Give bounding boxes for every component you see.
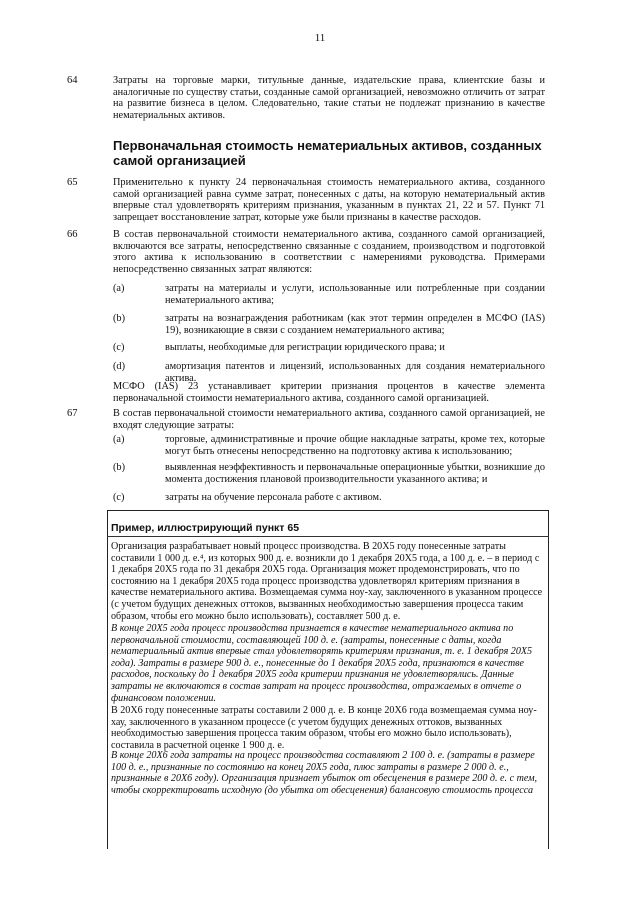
list-item: торговые, административные и прочие общие накладные затраты, кроме тех, которые могут быть отнесены непосредственно на подготовку актива к использованию; [165,434,545,457]
list-label: (c) [113,342,125,353]
list-label: (b) [113,313,126,324]
paragraph-67: В состав первоначальной стоимости нематериального актива, созданного самой организацией, не входят следующие затраты: [113,408,545,431]
list-item: выплаты, необходимые для регистрации юридического права; и [165,342,445,353]
example-text-italic: В конце 20X5 года процесс производства признается в качестве нематериального актива по первоначальной стоимости, составляющей 100 д. е. (затраты, понесенные с даты, когда нематериальный актив впервые стал удовлетворять критериям признания, т. е. 1 декабря 20X5 года). Затраты в размере 900 д. е., понесенные до 1 декабря 20X5 года, признаются в качестве расходов, поскольку до 1 декабря 20X5 года критерии признания не удовлетворялись. Данные затраты не включаются в состав затрат на процесс производства, отражаемых в отчете о финансовом положении. [111,623,533,704]
list-label: (b) [113,462,126,473]
example-text-italic: В конце 20X6 года затраты на процесс производства составляют 2 100 д. е. (затраты в размере 100 д. е., признанные по состоянию на конец 20X5 года, плюс затраты в размере 2 000 д. е., признанные в 20X6 году). Организация признает убыток от обесценения в размере 200 д. е. с тем, чтобы скорректировать исходную (до убытка от обесценения) балансовую стоимость процесса [111,750,538,796]
list-label: (c) [113,492,125,503]
page-number: 11 [314,32,326,44]
paragraph-number: 66 [67,229,78,240]
list-label: (a) [113,283,125,294]
paragraph-number: 67 [67,408,78,419]
paragraph-66: В состав первоначальной стоимости нематериального актива, созданного самой организацией, включаются все затраты, непосредственно связанные с созданием, производством и подготовкой этого актива к использованию в соответствии с намерениями руководства. Примерами непосредственно связанных затрат являются: [113,229,545,275]
list-item: затраты на вознаграждения работникам (как этот термин определен в МСФО (IAS) 19), возникающие в связи с созданием нематериального актива; [165,313,545,336]
list-label: (a) [113,434,125,445]
list-item: затраты на материалы и услуги, использованные или потребленные при создании нематериального актива; [165,283,545,306]
example-text: В 20X6 году понесенные затраты составили 2 000 д. е. В конце 20X6 года возмещаемая сумма ноу-хау, заключенного в указанном процессе (с учетом будущих денежных оттоков, вызванных необходимостью завершения процесса таким образом, чтобы его можно было использовать), составила в расчетной оценке 1 900 д. е. [111,705,537,751]
section-heading: Первоначальная стоимость нематериальных активов, созданных самой организацией [113,138,542,168]
example-divider [107,536,549,537]
example-text: Организация разрабатывает новый процесс производства. В 20X5 году понесенные затраты составили 1 000 д. е.⁴, из которых 900 д. е. возникли до 1 декабря 20X5 года, а 100 д. е. – в период с 1 декабря 20X5 года по 31 декабря 20X5 года. Организация может продемонстрировать, что по состоянию на 1 декабря 20X5 года процесс производства удовлетворял критериям признания в качестве нематериального актива. Возмещаемая сумма ноу-хау, заключенного в указанном процессе (с учетом будущих денежных оттоков, вызванных необходимостью завершения процесса таким образом, чтобы его можно было использовать), составляет 500 д. е. [111,541,543,622]
list-item: амортизация патентов и лицензий, использованных для создания нематериального актива. [165,361,545,384]
paragraph-65: Применительно к пункту 24 первоначальная стоимость нематериального актива, созданного самой организацией равна сумме затрат, понесенных с даты, на которую нематериальный актив впервые стал удовлетворять критериям признания, указанным в пунктах 21, 22 и 57. Пункт 71 запрещает восстановление затрат, которые уже были признаны в качестве расходов. [113,177,545,223]
list-label: (d) [113,361,126,372]
paragraph-64: Затраты на торговые марки, титульные данные, издательские права, клиентские базы и аналогичные по существу статьи, созданные самой организацией, невозможно отличить от затрат на развитие бизнеса в целом. Следовательно, такие статьи не подлежат признанию в качестве нематериальных активов. [113,75,545,121]
list-item: затраты на обучение персонала работе с активом. [165,492,382,503]
paragraph-number: 64 [67,75,78,86]
list-item: выявленная неэффективность и первоначальные операционные убытки, возникшие до момента достижения плановой производительности указанного актива; и [165,462,545,485]
paragraph-number: 65 [67,177,78,188]
paragraph-66-note: МСФО (IAS) 23 устанавливает критерии признания процентов в качестве элемента первоначальной стоимости нематериального актива, созданного самой организацией. [113,381,545,404]
example-title: Пример, иллюстрирующий пункт 65 [111,522,300,534]
